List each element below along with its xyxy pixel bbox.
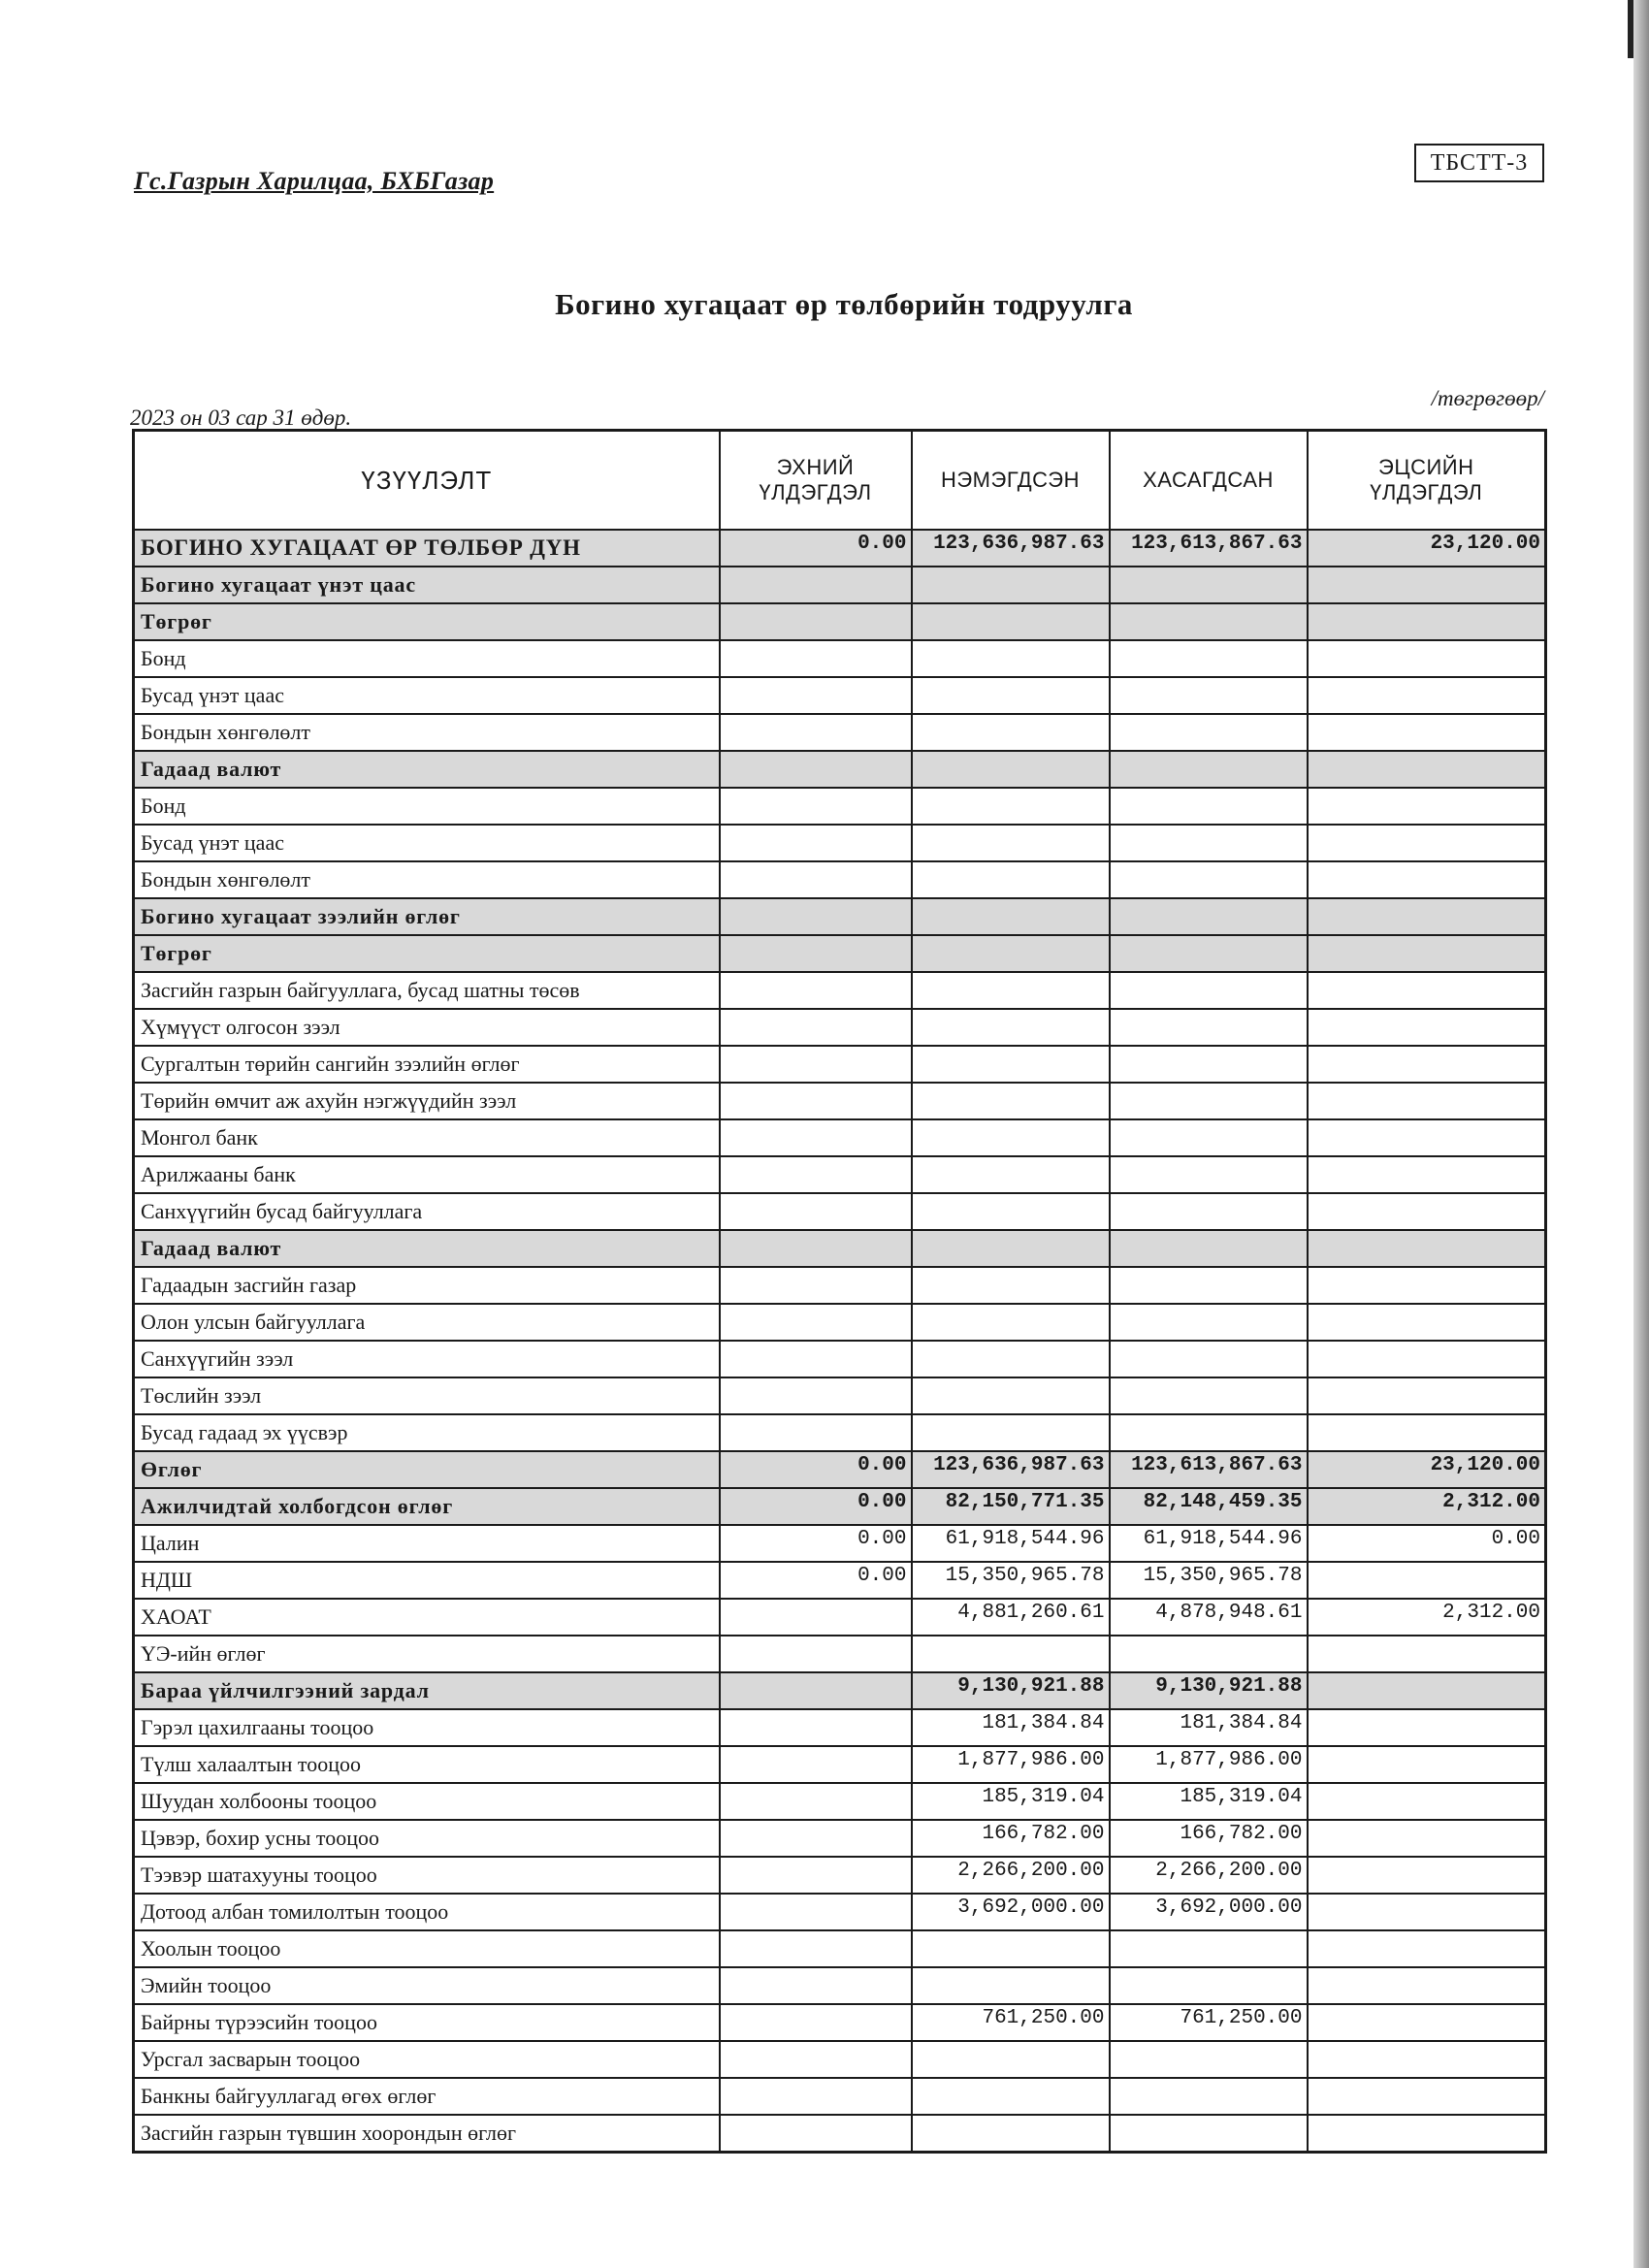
table-row — [134, 1820, 1546, 1857]
cell-deducted — [1110, 751, 1308, 788]
row-label: Дотоод албан томилолтын тооцоо — [134, 1894, 720, 1930]
cell-opening-balance — [720, 1009, 912, 1046]
table-row — [134, 1967, 1546, 2004]
table-row — [134, 1119, 1546, 1156]
cell-added: 82,150,771.35 — [912, 1488, 1110, 1525]
table-row — [134, 530, 1546, 567]
cell-closing-balance — [1308, 2078, 1546, 2115]
cell-added — [912, 1193, 1110, 1230]
row-label: Бонд — [134, 788, 720, 825]
cell-closing-balance — [1308, 751, 1546, 788]
column-header-closing-text: ЭЦСИЙН ҮЛДЭГДЭЛ — [1370, 455, 1483, 504]
table-row — [134, 2004, 1546, 2041]
cell-opening-balance — [720, 2004, 912, 2041]
cell-opening-balance — [720, 751, 912, 788]
cell-added: 761,250.00 — [912, 2004, 1110, 2041]
cell-deducted: 166,782.00 — [1110, 1820, 1308, 1857]
cell-added — [912, 1119, 1110, 1156]
cell-deducted — [1110, 1341, 1308, 1377]
row-label: Бонд — [134, 640, 720, 677]
table-row — [134, 751, 1546, 788]
cell-closing-balance — [1308, 898, 1546, 935]
row-label: Бараа үйлчилгээний зардал — [134, 1672, 720, 1709]
table-row — [134, 1193, 1546, 1230]
table-row — [134, 1304, 1546, 1341]
cell-added — [912, 1046, 1110, 1083]
cell-opening-balance — [720, 1193, 912, 1230]
cell-closing-balance — [1308, 1193, 1546, 1230]
cell-added — [912, 751, 1110, 788]
table-row — [134, 603, 1546, 640]
cell-closing-balance — [1308, 935, 1546, 972]
cell-opening-balance — [720, 2078, 912, 2115]
cell-deducted: 123,613,867.63 — [1110, 1451, 1308, 1488]
cell-deducted — [1110, 1304, 1308, 1341]
table-row — [134, 2115, 1546, 2153]
cell-closing-balance — [1308, 1820, 1546, 1857]
cell-closing-balance — [1308, 1267, 1546, 1304]
cell-closing-balance — [1308, 1304, 1546, 1341]
cell-deducted: 185,319.04 — [1110, 1783, 1308, 1820]
cell-deducted — [1110, 1009, 1308, 1046]
cell-opening-balance — [720, 1857, 912, 1894]
cell-closing-balance — [1308, 972, 1546, 1009]
row-label: Бондын хөнгөлөлт — [134, 861, 720, 898]
table-row — [134, 1636, 1546, 1672]
cell-deducted — [1110, 1967, 1308, 2004]
table-row — [134, 1083, 1546, 1119]
cell-closing-balance — [1308, 1046, 1546, 1083]
cell-closing-balance — [1308, 1119, 1546, 1156]
table-row — [134, 1046, 1546, 1083]
cell-deducted — [1110, 2115, 1308, 2153]
cell-closing-balance — [1308, 1672, 1546, 1709]
row-label: Бусад үнэт цаас — [134, 677, 720, 714]
row-label: Төрийн өмчит аж ахуйн нэгжүүдийн зээл — [134, 1083, 720, 1119]
cell-opening-balance — [720, 1046, 912, 1083]
report-table — [132, 429, 1547, 2154]
table-row — [134, 935, 1546, 972]
column-header-closing-balance — [1308, 431, 1546, 531]
row-label: Тээвэр шатахууны тооцоо — [134, 1857, 720, 1894]
cell-closing-balance — [1308, 1156, 1546, 1193]
row-label: Сургалтын төрийн сангийн зээлийн өглөг — [134, 1046, 720, 1083]
column-header-opening-balance — [720, 431, 912, 531]
cell-closing-balance: 23,120.00 — [1308, 530, 1546, 567]
row-label: НДШ — [134, 1562, 720, 1599]
cell-added: 123,636,987.63 — [912, 530, 1110, 567]
cell-added — [912, 972, 1110, 1009]
cell-closing-balance — [1308, 640, 1546, 677]
cell-opening-balance: 0.00 — [720, 1451, 912, 1488]
table-row — [134, 1525, 1546, 1562]
cell-closing-balance — [1308, 1377, 1546, 1414]
cell-closing-balance — [1308, 825, 1546, 861]
cell-deducted: 82,148,459.35 — [1110, 1488, 1308, 1525]
table-row — [134, 972, 1546, 1009]
cell-opening-balance: 0.00 — [720, 1488, 912, 1525]
cell-closing-balance — [1308, 1857, 1546, 1894]
cell-opening-balance — [720, 1894, 912, 1930]
cell-opening-balance — [720, 861, 912, 898]
cell-closing-balance — [1308, 1562, 1546, 1599]
row-label: Ажилчидтай холбогдсон өглөг — [134, 1488, 720, 1525]
cell-opening-balance — [720, 1230, 912, 1267]
cell-deducted — [1110, 1636, 1308, 1672]
table-row — [134, 1009, 1546, 1046]
cell-added: 166,782.00 — [912, 1820, 1110, 1857]
row-label: Эмийн тооцоо — [134, 1967, 720, 2004]
table-row — [134, 640, 1546, 677]
row-label: Төслийн зээл — [134, 1377, 720, 1414]
cell-added: 9,130,921.88 — [912, 1672, 1110, 1709]
table-row — [134, 1672, 1546, 1709]
table-row — [134, 788, 1546, 825]
table-row — [134, 825, 1546, 861]
cell-added — [912, 1636, 1110, 1672]
cell-opening-balance — [720, 714, 912, 751]
table-row — [134, 1599, 1546, 1636]
cell-closing-balance — [1308, 2004, 1546, 2041]
cell-opening-balance — [720, 567, 912, 603]
row-label: Олон улсын байгууллага — [134, 1304, 720, 1341]
cell-closing-balance: 23,120.00 — [1308, 1451, 1546, 1488]
cell-added — [912, 677, 1110, 714]
cell-deducted — [1110, 1046, 1308, 1083]
table-body — [134, 530, 1546, 2153]
cell-closing-balance — [1308, 1341, 1546, 1377]
cell-opening-balance — [720, 1783, 912, 1820]
row-label: Гэрэл цахилгааны тооцоо — [134, 1709, 720, 1746]
cell-opening-balance — [720, 1156, 912, 1193]
cell-closing-balance — [1308, 603, 1546, 640]
cell-deducted — [1110, 2041, 1308, 2078]
cell-closing-balance — [1308, 1230, 1546, 1267]
cell-added: 185,319.04 — [912, 1783, 1110, 1820]
cell-opening-balance — [720, 1820, 912, 1857]
cell-added — [912, 788, 1110, 825]
row-label: Монгол банк — [134, 1119, 720, 1156]
cell-opening-balance — [720, 1746, 912, 1783]
cell-opening-balance — [720, 1377, 912, 1414]
row-label: Бусад үнэт цаас — [134, 825, 720, 861]
cell-added — [912, 2078, 1110, 2115]
row-label: Бондын хөнгөлөлт — [134, 714, 720, 751]
row-label: ҮЭ-ийн өглөг — [134, 1636, 720, 1672]
cell-deducted: 2,266,200.00 — [1110, 1857, 1308, 1894]
column-header-indicator: ҮЗҮҮЛЭЛТ — [134, 431, 720, 531]
cell-deducted — [1110, 825, 1308, 861]
cell-added: 15,350,965.78 — [912, 1562, 1110, 1599]
cell-deducted — [1110, 2078, 1308, 2115]
cell-added — [912, 2115, 1110, 2153]
report-date: 2023 он 03 сар 31 өдөр. — [130, 405, 352, 430]
cell-added — [912, 825, 1110, 861]
cell-opening-balance — [720, 1636, 912, 1672]
table-row — [134, 898, 1546, 935]
cell-deducted — [1110, 861, 1308, 898]
cell-deducted: 761,250.00 — [1110, 2004, 1308, 2041]
cell-added — [912, 898, 1110, 935]
cell-added — [912, 1967, 1110, 2004]
cell-added: 4,881,260.61 — [912, 1599, 1110, 1636]
form-code-badge: ТБСТТ-3 — [1414, 144, 1544, 182]
cell-opening-balance — [720, 1672, 912, 1709]
cell-added: 3,692,000.00 — [912, 1894, 1110, 1930]
cell-added — [912, 1083, 1110, 1119]
cell-deducted — [1110, 1083, 1308, 1119]
row-label: Урсгал засварын тооцоо — [134, 2041, 720, 2078]
cell-opening-balance — [720, 1930, 912, 1967]
cell-added — [912, 1156, 1110, 1193]
cell-opening-balance — [720, 1083, 912, 1119]
cell-deducted: 1,877,986.00 — [1110, 1746, 1308, 1783]
cell-deducted — [1110, 714, 1308, 751]
row-label: Засгийн газрын түвшин хоорондын өглөг — [134, 2115, 720, 2153]
table-row — [134, 1377, 1546, 1414]
cell-deducted: 4,878,948.61 — [1110, 1599, 1308, 1636]
cell-deducted — [1110, 1414, 1308, 1451]
cell-added: 1,877,986.00 — [912, 1746, 1110, 1783]
cell-deducted — [1110, 935, 1308, 972]
cell-opening-balance — [720, 2115, 912, 2153]
cell-closing-balance — [1308, 567, 1546, 603]
cell-closing-balance — [1308, 1967, 1546, 2004]
scan-edge-mark — [1628, 0, 1633, 58]
cell-added — [912, 1377, 1110, 1414]
cell-deducted — [1110, 1930, 1308, 1967]
cell-opening-balance — [720, 788, 912, 825]
column-header-added: НЭМЭГДСЭН — [912, 431, 1110, 531]
cell-deducted: 3,692,000.00 — [1110, 1894, 1308, 1930]
cell-deducted — [1110, 567, 1308, 603]
cell-closing-balance: 2,312.00 — [1308, 1488, 1546, 1525]
cell-deducted — [1110, 1230, 1308, 1267]
cell-closing-balance — [1308, 714, 1546, 751]
cell-added — [912, 640, 1110, 677]
cell-deducted: 9,130,921.88 — [1110, 1672, 1308, 1709]
cell-deducted — [1110, 1267, 1308, 1304]
row-label: Хүмүүст олгосон зээл — [134, 1009, 720, 1046]
cell-opening-balance — [720, 677, 912, 714]
row-label: Төгрөг — [134, 603, 720, 640]
cell-added — [912, 1414, 1110, 1451]
cell-closing-balance — [1308, 2041, 1546, 2078]
row-label: Байрны түрээсийн тооцоо — [134, 2004, 720, 2041]
cell-added — [912, 603, 1110, 640]
scan-edge — [1633, 0, 1649, 2268]
cell-closing-balance — [1308, 677, 1546, 714]
row-label: Санхүүгийн зээл — [134, 1341, 720, 1377]
table-row — [134, 1267, 1546, 1304]
table-row — [134, 2078, 1546, 2115]
table-row — [134, 1783, 1546, 1820]
row-label: Банкны байгууллагад өгөх өглөг — [134, 2078, 720, 2115]
cell-added: 181,384.84 — [912, 1709, 1110, 1746]
row-label: Хоолын тооцоо — [134, 1930, 720, 1967]
cell-opening-balance — [720, 1709, 912, 1746]
table-row — [134, 1746, 1546, 1783]
row-label: Арилжааны банк — [134, 1156, 720, 1193]
row-label: Цалин — [134, 1525, 720, 1562]
cell-deducted — [1110, 1156, 1308, 1193]
cell-added — [912, 567, 1110, 603]
cell-added: 123,636,987.63 — [912, 1451, 1110, 1488]
cell-opening-balance — [720, 1304, 912, 1341]
row-label: Шуудан холбооны тооцоо — [134, 1783, 720, 1820]
currency-unit: /төгрөгөөр/ — [1431, 386, 1544, 410]
cell-closing-balance: 0.00 — [1308, 1525, 1546, 1562]
row-label: Цэвэр, бохир усны тооцоо — [134, 1820, 720, 1857]
cell-deducted — [1110, 1119, 1308, 1156]
cell-closing-balance — [1308, 1009, 1546, 1046]
cell-deducted: 181,384.84 — [1110, 1709, 1308, 1746]
cell-deducted — [1110, 972, 1308, 1009]
cell-opening-balance — [720, 1119, 912, 1156]
cell-added — [912, 1304, 1110, 1341]
row-label: Түлш халаалтын тооцоо — [134, 1746, 720, 1783]
table-row — [134, 567, 1546, 603]
cell-added — [912, 2041, 1110, 2078]
cell-closing-balance — [1308, 1746, 1546, 1783]
row-label: Гадаад валют — [134, 751, 720, 788]
table-header-row — [134, 431, 1546, 531]
table-row — [134, 1451, 1546, 1488]
table-row — [134, 1156, 1546, 1193]
table-row — [134, 677, 1546, 714]
cell-opening-balance — [720, 640, 912, 677]
cell-opening-balance — [720, 603, 912, 640]
table-row — [134, 1414, 1546, 1451]
table-row — [134, 1230, 1546, 1267]
cell-opening-balance — [720, 825, 912, 861]
cell-closing-balance — [1308, 1930, 1546, 1967]
cell-added — [912, 1009, 1110, 1046]
cell-closing-balance — [1308, 788, 1546, 825]
table-row — [134, 1857, 1546, 1894]
row-label: БОГИНО ХУГАЦААТ ӨР ТӨЛБӨР ДҮН — [134, 530, 720, 567]
cell-opening-balance — [720, 1967, 912, 2004]
cell-deducted — [1110, 640, 1308, 677]
cell-closing-balance — [1308, 1083, 1546, 1119]
cell-added: 2,266,200.00 — [912, 1857, 1110, 1894]
row-label: Богино хугацаат зээлийн өглөг — [134, 898, 720, 935]
row-label: ХАОАТ — [134, 1599, 720, 1636]
cell-opening-balance: 0.00 — [720, 1562, 912, 1599]
cell-opening-balance — [720, 1341, 912, 1377]
row-label: Богино хугацаат үнэт цаас — [134, 567, 720, 603]
table-row — [134, 1488, 1546, 1525]
cell-added — [912, 861, 1110, 898]
column-header-opening-text: ЭХНИЙ ҮЛДЭГДЭЛ — [759, 455, 872, 504]
row-label: Засгийн газрын байгууллага, бусад шатны төсөв — [134, 972, 720, 1009]
table-row — [134, 1930, 1546, 1967]
row-label: Төгрөг — [134, 935, 720, 972]
cell-deducted: 61,918,544.96 — [1110, 1525, 1308, 1562]
cell-deducted — [1110, 677, 1308, 714]
table-row — [134, 861, 1546, 898]
cell-opening-balance: 0.00 — [720, 530, 912, 567]
cell-deducted: 15,350,965.78 — [1110, 1562, 1308, 1599]
cell-deducted: 123,613,867.63 — [1110, 530, 1308, 567]
cell-closing-balance — [1308, 1414, 1546, 1451]
cell-added — [912, 1230, 1110, 1267]
cell-closing-balance — [1308, 1894, 1546, 1930]
cell-closing-balance — [1308, 2115, 1546, 2153]
column-header-deducted: ХАСАГДСАН — [1110, 431, 1308, 531]
row-label: Гадаад валют — [134, 1230, 720, 1267]
cell-deducted — [1110, 1377, 1308, 1414]
cell-deducted — [1110, 788, 1308, 825]
cell-opening-balance — [720, 1599, 912, 1636]
row-label: Бусад гадаад эх үүсвэр — [134, 1414, 720, 1451]
cell-closing-balance: 2,312.00 — [1308, 1599, 1546, 1636]
cell-added: 61,918,544.96 — [912, 1525, 1110, 1562]
cell-opening-balance — [720, 2041, 912, 2078]
cell-opening-balance — [720, 898, 912, 935]
cell-added — [912, 935, 1110, 972]
row-label: Гадаадын засгийн газар — [134, 1267, 720, 1304]
row-label: Санхүүгийн бусад байгууллага — [134, 1193, 720, 1230]
cell-opening-balance — [720, 972, 912, 1009]
cell-closing-balance — [1308, 1783, 1546, 1820]
cell-deducted — [1110, 1193, 1308, 1230]
cell-closing-balance — [1308, 1709, 1546, 1746]
cell-added — [912, 1341, 1110, 1377]
table-row — [134, 1341, 1546, 1377]
table-row — [134, 2041, 1546, 2078]
cell-deducted — [1110, 603, 1308, 640]
cell-closing-balance — [1308, 861, 1546, 898]
cell-opening-balance — [720, 935, 912, 972]
cell-closing-balance — [1308, 1636, 1546, 1672]
table-row — [134, 1894, 1546, 1930]
cell-opening-balance: 0.00 — [720, 1525, 912, 1562]
cell-added — [912, 714, 1110, 751]
cell-deducted — [1110, 898, 1308, 935]
document-title: Богино хугацаат өр төлбөрийн тодруулга — [555, 287, 1133, 321]
cell-opening-balance — [720, 1414, 912, 1451]
cell-added — [912, 1930, 1110, 1967]
table-row — [134, 1709, 1546, 1746]
cell-opening-balance — [720, 1267, 912, 1304]
organization-name: Гс.Газрын Харилцаа, БХБГазар — [134, 167, 495, 195]
table-row — [134, 714, 1546, 751]
table-row — [134, 1562, 1546, 1599]
cell-added — [912, 1267, 1110, 1304]
row-label: Өглөг — [134, 1451, 720, 1488]
